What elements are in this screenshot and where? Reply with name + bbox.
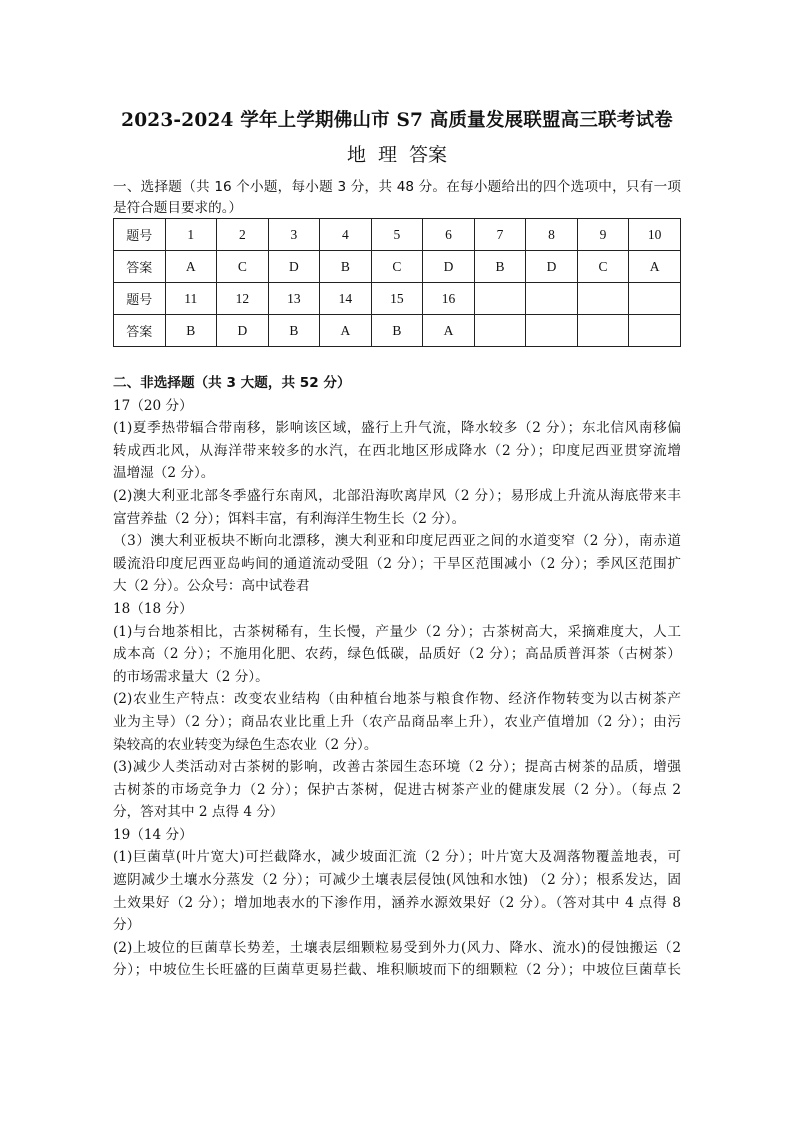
answer-paragraph [113, 621, 681, 689]
table-cell: A [320, 315, 372, 347]
table-cell: B [165, 315, 217, 347]
document-title: 2023-2024 学年上学期佛山市 S7 高质量发展联盟高三联考试卷 [121, 110, 673, 131]
text-line: (3)减少人类活动对古茶树的影响，改善古茶园生态环境（2 分）；提高古树茶的品质，增强 [113, 759, 681, 776]
table-cell: 15 [371, 283, 423, 315]
table-cell: 8 [526, 219, 578, 251]
text-line: 土效果好（2 分）；增加地表水的下渗作用，涵养水源效果好（2 分）。（答对其中 4 点得 8 [113, 894, 681, 911]
text-line: 暖流沿印度尼西亚岛屿间的通道流动受阻（2 分）；干旱区范围减小（2 分）；季风区范围扩 [113, 555, 681, 572]
answer-table [113, 218, 681, 347]
table-cell: 14 [320, 283, 372, 315]
answer-paragraph [113, 688, 681, 756]
text-line: 分）；中坡位生长旺盛的巨菌草更易拦截、堆积顺坡而下的细颗粒（2 分）；中坡位巨菌草长 [113, 962, 681, 979]
text-line: 温增湿（2 分）。 [113, 465, 215, 482]
answer-paragraph [113, 395, 681, 418]
text-line: (2)农业生产特点：改变农业结构（由种植台地茶与粮食作物、经济作物转变为以古树茶产 [113, 691, 681, 708]
table-cell: D [217, 315, 269, 347]
text-line: 遮阴减少土壤水分蒸发（2 分）；可减少土壤表层侵蚀(风蚀和水蚀) （2 分）；根系发达，固 [113, 872, 681, 889]
table-cell: A [165, 251, 217, 283]
text-line: 分） [113, 917, 141, 934]
table-cell: 3 [268, 219, 320, 251]
text-line: 染较高的农业转变为绿色生态农业（2 分）。 [113, 736, 378, 753]
table-cell [474, 315, 526, 347]
section-1-line: 一、选择题（共 16 个小题，每小题 3 分，共 48 分。在每小题给出的四个选项中，只有一项 [113, 179, 681, 195]
answer-paragraph [113, 598, 681, 621]
row-header-cell: 答案 [114, 315, 166, 347]
table-cell: A [423, 315, 475, 347]
text-line: 大（2 分）。公众号：高中试卷君 [113, 578, 310, 595]
row-header-cell: 题号 [114, 283, 166, 315]
answer-paragraph [113, 417, 681, 485]
table-row [114, 283, 681, 315]
table-cell: 13 [268, 283, 320, 315]
text-line: (1)与台地茶相比，古茶树稀有，生长慢，产量少（2 分）；古茶树高大，采摘难度大，人工 [113, 623, 681, 640]
answer-paragraph [113, 485, 681, 530]
text-line: （3）澳大利亚板块不断向北漂移，澳大利亚和印度尼西亚之间的水道变窄（2 分），南赤道 [113, 533, 681, 550]
table-cell [577, 315, 629, 347]
text-line: 18（18 分） [113, 600, 193, 617]
text-line: (1)巨菌草(叶片宽大)可拦截降水，减少坡面汇流（2 分）；叶片宽大及凋落物覆盖地表，可 [113, 849, 681, 866]
text-line: (2)上坡位的巨菌草长势差，土壤表层细颗粒易受到外力(风力、降水、流水)的侵蚀搬运（2 [113, 939, 681, 956]
table-cell: D [268, 251, 320, 283]
answer-paragraph [113, 846, 681, 936]
table-cell: B [268, 315, 320, 347]
text-line: 分，答对其中 2 点得 4 分） [113, 804, 284, 821]
table-row [114, 219, 681, 251]
answer-paragraph [113, 530, 681, 598]
table-cell: C [577, 251, 629, 283]
table-row [114, 315, 681, 347]
table-cell: 6 [423, 219, 475, 251]
table-cell: D [526, 251, 578, 283]
table-cell: C [371, 251, 423, 283]
table-cell: C [217, 251, 269, 283]
table-cell [526, 283, 578, 315]
table-cell: 5 [371, 219, 423, 251]
section-1-heading [113, 177, 681, 219]
section-2 [113, 372, 681, 982]
table-cell: 10 [629, 219, 681, 251]
text-line: 业为主导）（2 分）；商品农业比重上升（农产品商品率上升），农业产值增加（2 分）；由污 [113, 713, 681, 730]
table-cell: 2 [217, 219, 269, 251]
table-cell: D [423, 251, 475, 283]
table-cell: 4 [320, 219, 372, 251]
document-subtitle: 地 理 答案 [346, 144, 448, 166]
table-row [114, 251, 681, 283]
table-cell [629, 283, 681, 315]
text-line: 转成西北风，从海洋带来较多的水汽，在西北地区形成降水（2 分）；印度尼西亚贯穿流增 [113, 442, 681, 459]
text-line: 19（14 分） [113, 826, 193, 843]
text-line: 的市场需求量大（2 分）。 [113, 668, 269, 685]
text-line: 成本高（2 分）；不施用化肥、农药，绿色低碳，品质好（2 分）；高品质普洱茶（古树茶） [113, 646, 681, 663]
table-cell [577, 283, 629, 315]
table-cell: 12 [217, 283, 269, 315]
section-2-heading: 二、非选择题（共 3 大题，共 52 分） [113, 375, 351, 391]
table-cell [526, 315, 578, 347]
text-line: (2)澳大利亚北部冬季盛行东南风，北部沿海吹离岸风（2 分）；易形成上升流从海底带来丰 [113, 487, 681, 504]
text-line: 富营养盐（2 分）；饵料丰富，有利海洋生物生长（2 分）。 [113, 510, 466, 527]
table-cell [629, 315, 681, 347]
table-cell: 7 [474, 219, 526, 251]
row-header-cell: 答案 [114, 251, 166, 283]
table-cell: B [320, 251, 372, 283]
text-line: 17（20 分） [113, 397, 193, 414]
table-cell: 9 [577, 219, 629, 251]
table-cell: B [371, 315, 423, 347]
section-1-line: 是符合题目要求的。） [113, 200, 243, 216]
answer-paragraph [113, 824, 681, 847]
text-line: 古树茶的市场竞争力（2 分）；保护古茶树，促进古树茶产业的健康发展（2 分）。（每点 2 [113, 781, 681, 798]
answer-paragraph [113, 937, 681, 982]
answer-paragraph [113, 756, 681, 824]
table-cell: 11 [165, 283, 217, 315]
text-line: (1)夏季热带辐合带南移，影响该区域，盛行上升气流，降水较多（2 分）；东北信风南移偏 [113, 420, 681, 437]
table-cell: 1 [165, 219, 217, 251]
table-cell [474, 283, 526, 315]
table-cell: A [629, 251, 681, 283]
table-cell: B [474, 251, 526, 283]
row-header-cell: 题号 [114, 219, 166, 251]
table-cell: 16 [423, 283, 475, 315]
